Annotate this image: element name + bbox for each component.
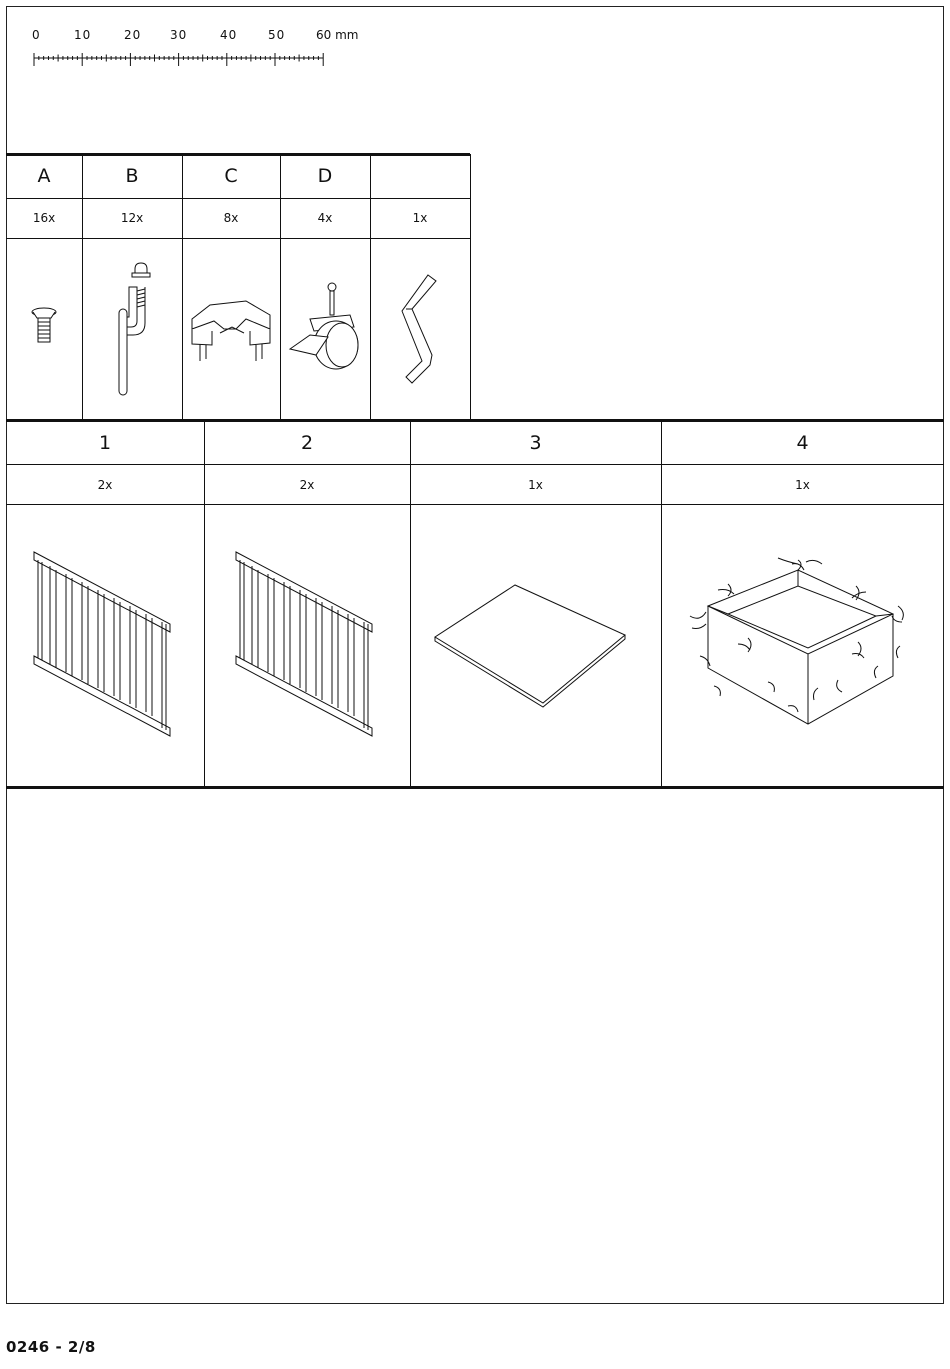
- bolt-pin-icon: [82, 238, 182, 419]
- ruler-label: 30: [170, 28, 188, 42]
- hardware-quantity: 8x: [223, 211, 239, 225]
- ruler-label: 0: [32, 28, 41, 42]
- page-code: 0246 - 2/8: [6, 1338, 96, 1356]
- ruler-label: 60 mm: [316, 28, 359, 42]
- screw-icon: [6, 238, 82, 419]
- ruler-scale-icon: [30, 46, 330, 68]
- hardware-quantity: 12x: [120, 211, 144, 225]
- hex-key-icon: [370, 238, 470, 419]
- hardware-quantity: 1x: [412, 211, 428, 225]
- part-number: 3: [529, 432, 542, 454]
- part-quantity: 1x: [528, 478, 543, 492]
- corner-bracket-icon: [182, 238, 280, 419]
- hardware-label: [370, 154, 470, 198]
- base-board-icon: [410, 505, 661, 787]
- table-rule: [6, 786, 944, 789]
- ruler-label: 20: [124, 28, 142, 42]
- hardware-quantity: 4x: [317, 211, 333, 225]
- part-quantity: 1x: [795, 478, 810, 492]
- measurement-ruler: [30, 28, 370, 73]
- part-quantity: 2x: [97, 478, 113, 492]
- caster-wheel-icon: [280, 238, 370, 419]
- table-rule: [370, 154, 371, 420]
- table-rule: [82, 154, 83, 420]
- table-rule: [6, 198, 470, 199]
- table-rule: [182, 154, 183, 420]
- ruler-label: 10: [74, 28, 92, 42]
- part-number: 2: [300, 432, 314, 454]
- table-rule: [6, 238, 470, 239]
- ruler-label: 40: [220, 28, 238, 42]
- table-rule: [6, 504, 944, 505]
- side-rail-panel-icon: [6, 505, 204, 787]
- hardware-label: D: [317, 165, 333, 187]
- table-rule: [204, 421, 205, 787]
- part-number: 4: [796, 432, 809, 454]
- side-rail-panel-icon: [204, 505, 410, 787]
- table-rule: [280, 154, 281, 420]
- hardware-label: B: [125, 165, 139, 187]
- part-quantity: 2x: [299, 478, 315, 492]
- fabric-bumper-icon: [661, 505, 944, 787]
- hardware-label: A: [37, 165, 51, 187]
- part-number: 1: [98, 432, 112, 454]
- table-rule: [661, 421, 662, 787]
- table-rule: [410, 421, 411, 787]
- table-rule: [6, 419, 944, 422]
- table-rule: [6, 464, 944, 465]
- table-rule: [6, 153, 470, 156]
- ruler-label: 50: [268, 28, 286, 42]
- hardware-quantity: 16x: [32, 211, 56, 225]
- hardware-label: C: [224, 165, 238, 187]
- table-rule: [470, 154, 471, 420]
